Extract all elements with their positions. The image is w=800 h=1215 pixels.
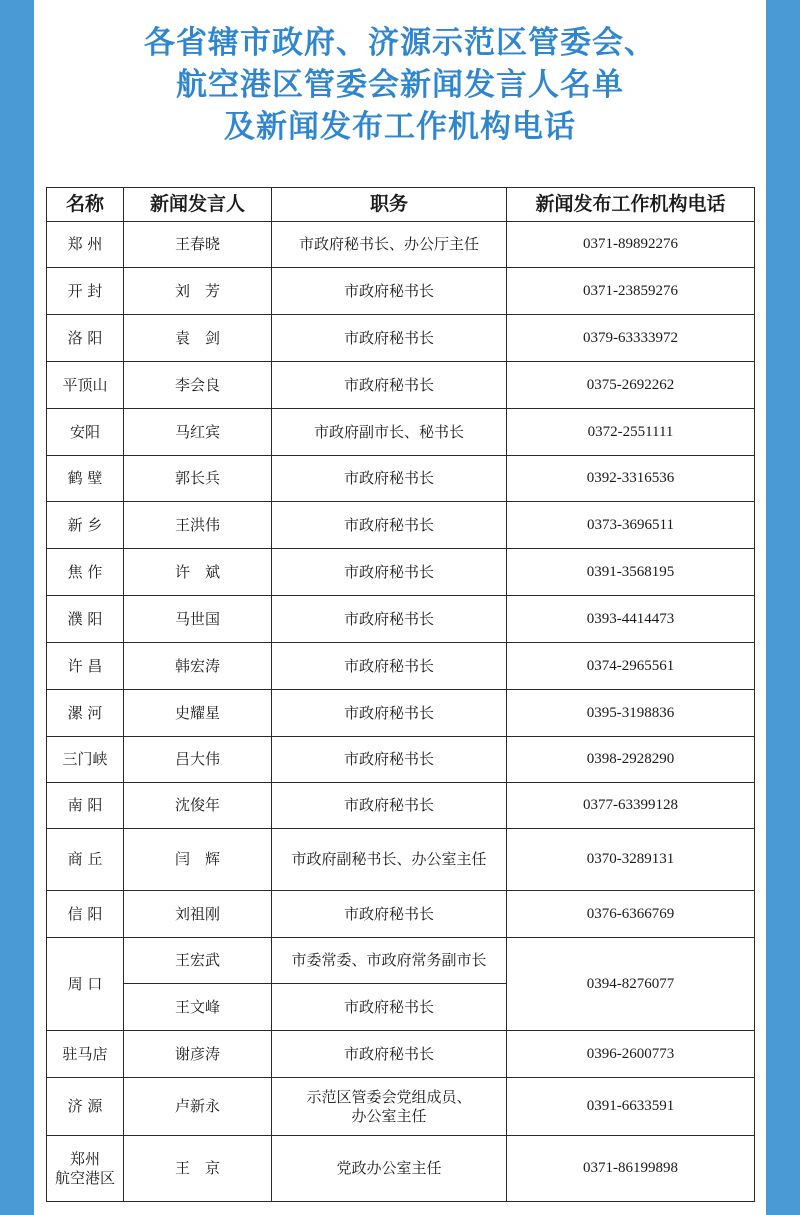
position-cell: 市政府秘书长 bbox=[272, 643, 507, 690]
header-name: 名称 bbox=[47, 188, 124, 222]
table-row bbox=[47, 268, 755, 315]
city-cell: 三门峡 bbox=[47, 737, 124, 783]
city-cell: 周 口 bbox=[47, 938, 124, 1031]
city-cell: 安阳 bbox=[47, 409, 124, 456]
table-row bbox=[47, 829, 755, 891]
position-cell: 市政府副秘书长、办公室主任 bbox=[272, 829, 507, 891]
table-row bbox=[47, 1078, 755, 1136]
person-cell: 刘祖刚 bbox=[124, 891, 272, 938]
city-cell: 商 丘 bbox=[47, 829, 124, 891]
table-row bbox=[47, 1136, 755, 1202]
position-cell: 市政府秘书长 bbox=[272, 596, 507, 643]
position-cell: 市政府秘书长 bbox=[272, 456, 507, 502]
phone-cell: 0398-2928290 bbox=[507, 737, 755, 783]
title-line-1: 各省辖市政府、济源示范区管委会、 bbox=[144, 25, 656, 61]
position-cell: 市政府秘书长 bbox=[272, 690, 507, 737]
position-cell: 市政府秘书长 bbox=[272, 549, 507, 596]
table-row bbox=[47, 362, 755, 409]
position-cell: 党政办公室主任 bbox=[272, 1136, 507, 1202]
person-cell: 王宏武 bbox=[124, 938, 272, 984]
city-cell: 济 源 bbox=[47, 1078, 124, 1136]
person-cell: 王文峰 bbox=[124, 984, 272, 1031]
city-cell: 焦 作 bbox=[47, 549, 124, 596]
phone-cell: 0372-2551111 bbox=[507, 409, 755, 456]
phone-cell: 0377-63399128 bbox=[507, 783, 755, 829]
city-cell: 鹤 壁 bbox=[47, 456, 124, 502]
phone-cell: 0379-63333972 bbox=[507, 315, 755, 362]
table-row bbox=[47, 315, 755, 362]
position-cell: 市政府秘书长 bbox=[272, 268, 507, 315]
position-cell: 市政府秘书长 bbox=[272, 783, 507, 829]
person-cell: 韩宏涛 bbox=[124, 643, 272, 690]
city-cell: 开 封 bbox=[47, 268, 124, 315]
phone-cell: 0370-3289131 bbox=[507, 829, 755, 891]
city-line: 郑州 bbox=[69, 1149, 100, 1168]
position-cell: 市政府秘书长 bbox=[272, 891, 507, 938]
table-row bbox=[47, 409, 755, 456]
phone-cell: 0391-3568195 bbox=[507, 549, 755, 596]
person-cell: 王洪伟 bbox=[124, 502, 272, 549]
person-cell: 王春晓 bbox=[124, 222, 272, 268]
phone-cell: 0395-3198836 bbox=[507, 690, 755, 737]
person-cell: 马红宾 bbox=[124, 409, 272, 456]
person-cell: 马世国 bbox=[124, 596, 272, 643]
position-cell: 市政府副市长、秘书长 bbox=[272, 409, 507, 456]
city-cell: 平顶山 bbox=[47, 362, 124, 409]
city-cell: 许 昌 bbox=[47, 643, 124, 690]
person-cell: 袁 剑 bbox=[124, 315, 272, 362]
document-page bbox=[34, 0, 766, 1215]
table-row bbox=[47, 502, 755, 549]
position-line: 示范区管委会党组成员、 bbox=[306, 1087, 472, 1106]
city-cell: 濮 阳 bbox=[47, 596, 124, 643]
phone-cell: 0371-23859276 bbox=[507, 268, 755, 315]
person-cell: 吕大伟 bbox=[124, 737, 272, 783]
phone-cell: 0375-2692262 bbox=[507, 362, 755, 409]
phone-cell: 0391-6633591 bbox=[507, 1078, 755, 1136]
header-spokesperson: 新闻发言人 bbox=[124, 188, 272, 222]
table-row bbox=[47, 737, 755, 783]
person-cell: 闫 辉 bbox=[124, 829, 272, 891]
phone-cell: 0373-3696511 bbox=[507, 502, 755, 549]
table-row bbox=[47, 690, 755, 737]
table-row bbox=[47, 549, 755, 596]
person-cell: 沈俊年 bbox=[124, 783, 272, 829]
city-cell: 新 乡 bbox=[47, 502, 124, 549]
city-cell bbox=[47, 1136, 124, 1202]
table-row bbox=[47, 1031, 755, 1078]
table-row bbox=[47, 643, 755, 690]
phone-cell: 0394-8276077 bbox=[507, 938, 755, 1031]
position-cell: 市政府秘书长 bbox=[272, 315, 507, 362]
phone-cell: 0392-3316536 bbox=[507, 456, 755, 502]
table-row bbox=[47, 456, 755, 502]
phone-cell: 0396-2600773 bbox=[507, 1031, 755, 1078]
table-row bbox=[47, 596, 755, 643]
table-header-row bbox=[47, 188, 755, 222]
phone-cell: 0371-89892276 bbox=[507, 222, 755, 268]
position-cell: 市政府秘书长 bbox=[272, 1031, 507, 1078]
position-cell bbox=[272, 1078, 507, 1136]
person-cell: 许 斌 bbox=[124, 549, 272, 596]
title-line-2: 航空港区管委会新闻发言人名单 bbox=[176, 67, 624, 103]
person-cell: 刘 芳 bbox=[124, 268, 272, 315]
person-cell: 卢新永 bbox=[124, 1078, 272, 1136]
person-cell: 史耀星 bbox=[124, 690, 272, 737]
position-line: 办公室主任 bbox=[351, 1106, 427, 1125]
city-cell: 漯 河 bbox=[47, 690, 124, 737]
person-cell: 谢彦涛 bbox=[124, 1031, 272, 1078]
position-cell: 市政府秘书长 bbox=[272, 502, 507, 549]
spokesperson-table bbox=[46, 187, 755, 1202]
table-row bbox=[47, 222, 755, 268]
city-cell: 信 阳 bbox=[47, 891, 124, 938]
city-cell: 洛 阳 bbox=[47, 315, 124, 362]
page-title bbox=[34, 22, 766, 148]
phone-cell: 0374-2965561 bbox=[507, 643, 755, 690]
table-row bbox=[47, 938, 755, 984]
position-cell: 市政府秘书长、办公厅主任 bbox=[272, 222, 507, 268]
position-cell: 市委常委、市政府常务副市长 bbox=[272, 938, 507, 984]
person-cell: 郭长兵 bbox=[124, 456, 272, 502]
city-cell: 驻马店 bbox=[47, 1031, 124, 1078]
city-cell: 郑 州 bbox=[47, 222, 124, 268]
city-line: 航空港区 bbox=[54, 1168, 115, 1187]
phone-cell: 0371-86199898 bbox=[507, 1136, 755, 1202]
city-cell: 南 阳 bbox=[47, 783, 124, 829]
table-row bbox=[47, 783, 755, 829]
position-cell: 市政府秘书长 bbox=[272, 737, 507, 783]
person-cell: 李会良 bbox=[124, 362, 272, 409]
header-phone: 新闻发布工作机构电话 bbox=[507, 188, 755, 222]
table-row bbox=[47, 891, 755, 938]
header-position: 职务 bbox=[272, 188, 507, 222]
phone-cell: 0376-6366769 bbox=[507, 891, 755, 938]
position-cell: 市政府秘书长 bbox=[272, 984, 507, 1031]
person-cell: 王 京 bbox=[124, 1136, 272, 1202]
phone-cell: 0393-4414473 bbox=[507, 596, 755, 643]
title-line-3: 及新闻发布工作机构电话 bbox=[224, 109, 576, 145]
position-cell: 市政府秘书长 bbox=[272, 362, 507, 409]
